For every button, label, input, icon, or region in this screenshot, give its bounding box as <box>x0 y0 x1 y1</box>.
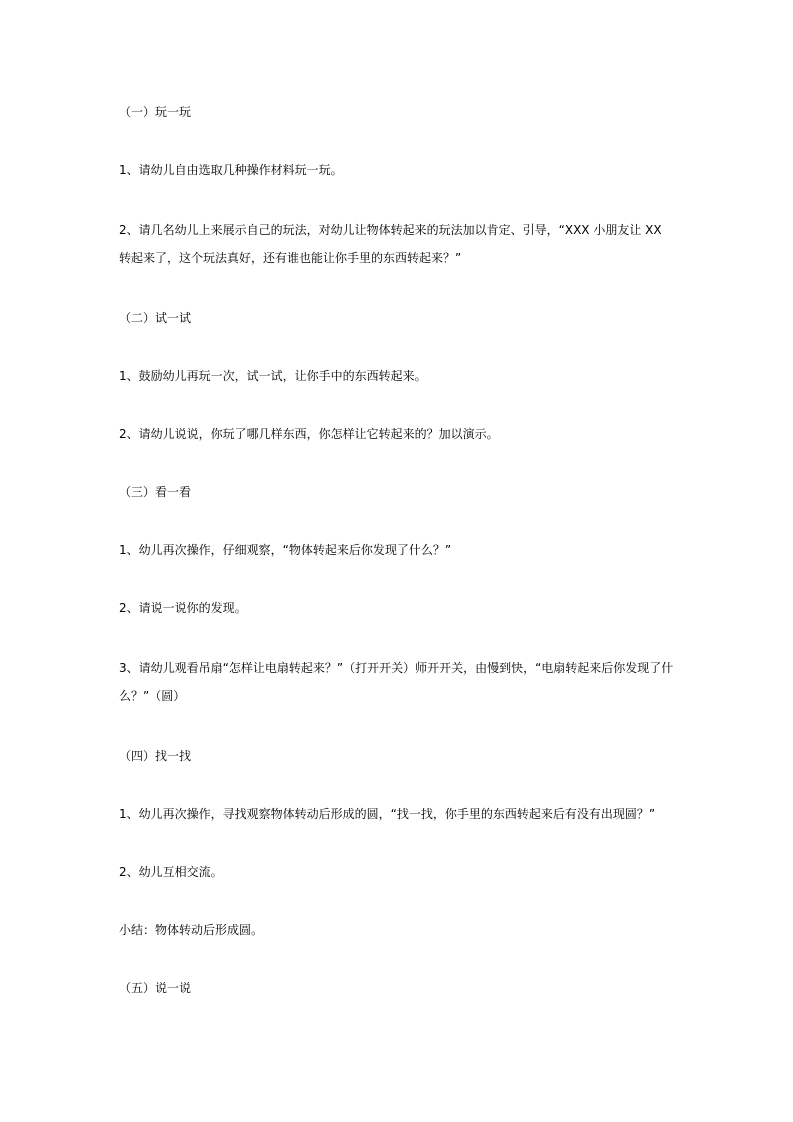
paragraph: 1、请幼儿自由选取几种操作材料玩一玩。 <box>119 163 343 177</box>
section-heading-4: （四）找一找 <box>119 749 192 763</box>
paragraph: 1、幼儿再次操作，仔细观察，“物体转起来后你发现了什么？” <box>119 543 452 557</box>
paragraph: 2、幼儿互相交流。 <box>119 865 223 879</box>
section-heading-3: （三）看一看 <box>119 485 192 499</box>
paragraph: 2、请几名幼儿上来展示自己的玩法，对幼儿让物体转起来的玩法加以肯定、引导，“XXX 小朋友让 XX 转起来了，这个玩法真好，还有谁也能让你手里的东西转起来？” <box>119 223 666 265</box>
section-heading-1: （一）玩一玩 <box>119 105 192 119</box>
paragraph: 2、请幼儿说说，你玩了哪几样东西，你怎样让它转起来的？加以演示。 <box>119 427 499 441</box>
section-heading-2: （二）试一试 <box>119 311 192 325</box>
paragraph: 1、鼓励幼儿再玩一次，试一试，让你手中的东西转起来。 <box>119 369 427 383</box>
section-heading-5: （五）说一说 <box>119 981 192 995</box>
summary: 小结：物体转动后形成圆。 <box>119 923 264 937</box>
paragraph: 2、请说一说你的发现。 <box>119 601 247 615</box>
paragraph: 1、幼儿再次操作，寻找观察物体转动后形成的圆，“找一找，你手里的东西转起来后有没有出现圆？” <box>119 807 656 821</box>
paragraph: 3、请幼儿观看吊扇“怎样让电扇转起来？”（打开开关）师开开关，由慢到快，“电扇转起来后你发现了什么？”（圆） <box>119 661 674 703</box>
document-body <box>119 100 675 1000</box>
